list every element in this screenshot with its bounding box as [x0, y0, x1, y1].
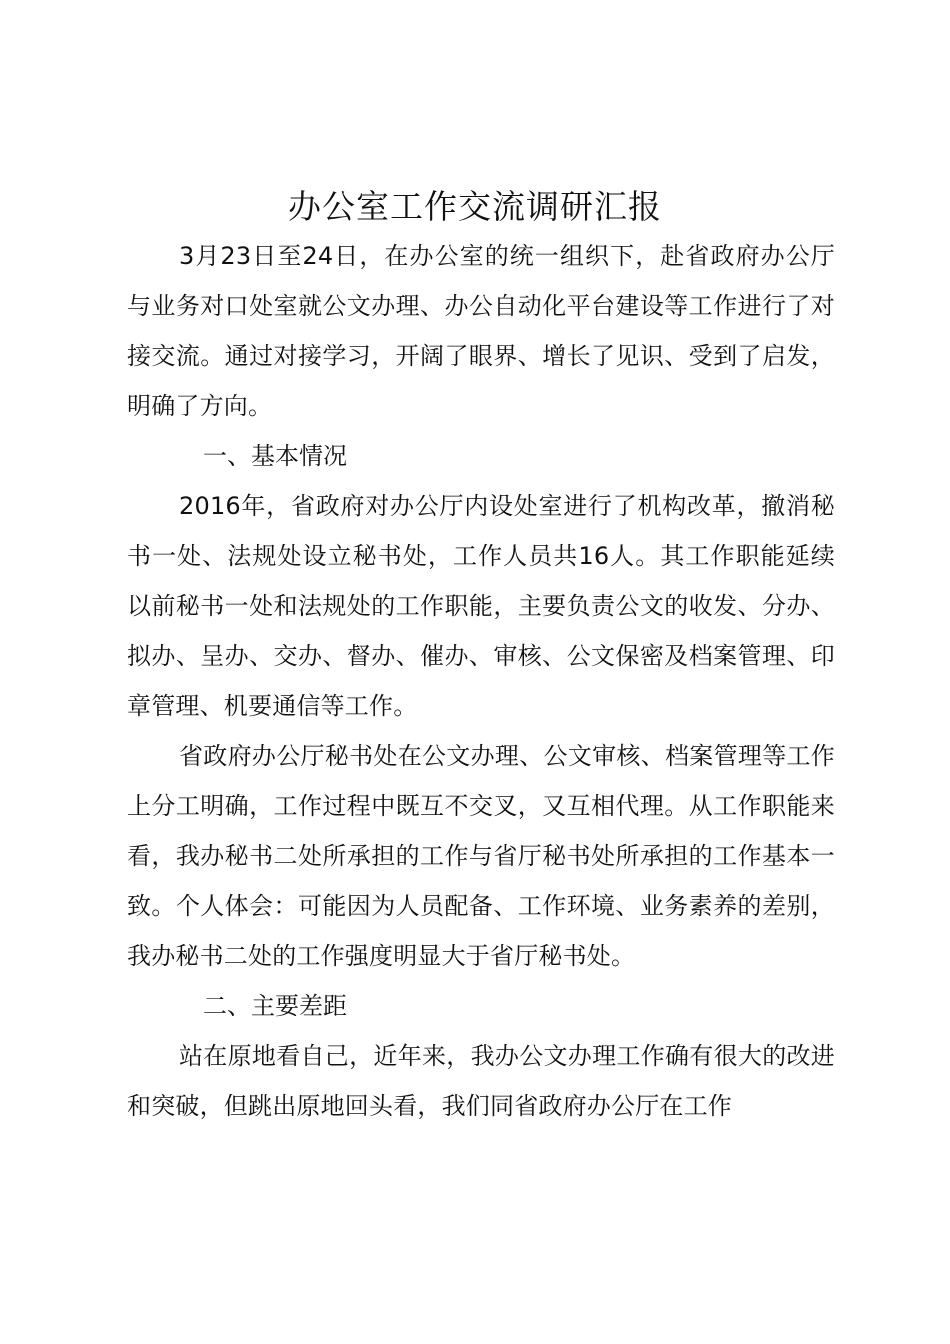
- paragraph-gaps: 站在原地看自己，近年来，我办公文办理工作确有很大的改进和突破，但跳出原地回头看，我们同省政府办公厅在工作: [127, 1042, 835, 1120]
- paragraph-division-of-work: 省政府办公厅秘书处在公文办理、公文审核、档案管理等工作上分工明确，工作过程中既互不交叉，又互相代理。从工作职能来看，我办秘书二处所承担的工作与省厅秘书处所承担的工作基本一致。个人体会：可能因为人员配备、工作环境、业务素养的差别，我办秘书二处的工作强度明显大于省厅秘书处。: [127, 742, 835, 970]
- section-heading-main-gaps: 二、主要差距: [203, 992, 347, 1020]
- document-body: [127, 231, 835, 1131]
- section-heading-basic-situation: 一、基本情况: [203, 442, 347, 470]
- document-title: 办公室工作交流调研汇报: [288, 187, 662, 226]
- paragraph-intro: 3月23日至24日，在办公室的统一组织下，赴省政府办公厅与业务对口处室就公文办理、办公自动化平台建设等工作进行了对接交流。通过对接学习，开阔了眼界、增长了见识、受到了启发，明确了方向。: [127, 242, 835, 420]
- paragraph-reform: 2016年，省政府对办公厅内设处室进行了机构改革，撤消秘书一处、法规处设立秘书处，工作人员共16人。其工作职能延续以前秘书一处和法规处的工作职能，主要负责公文的收发、分办、拟办、呈办、交办、督办、催办、审核、公文保密及档案管理、印章管理、机要通信等工作。: [127, 492, 835, 720]
